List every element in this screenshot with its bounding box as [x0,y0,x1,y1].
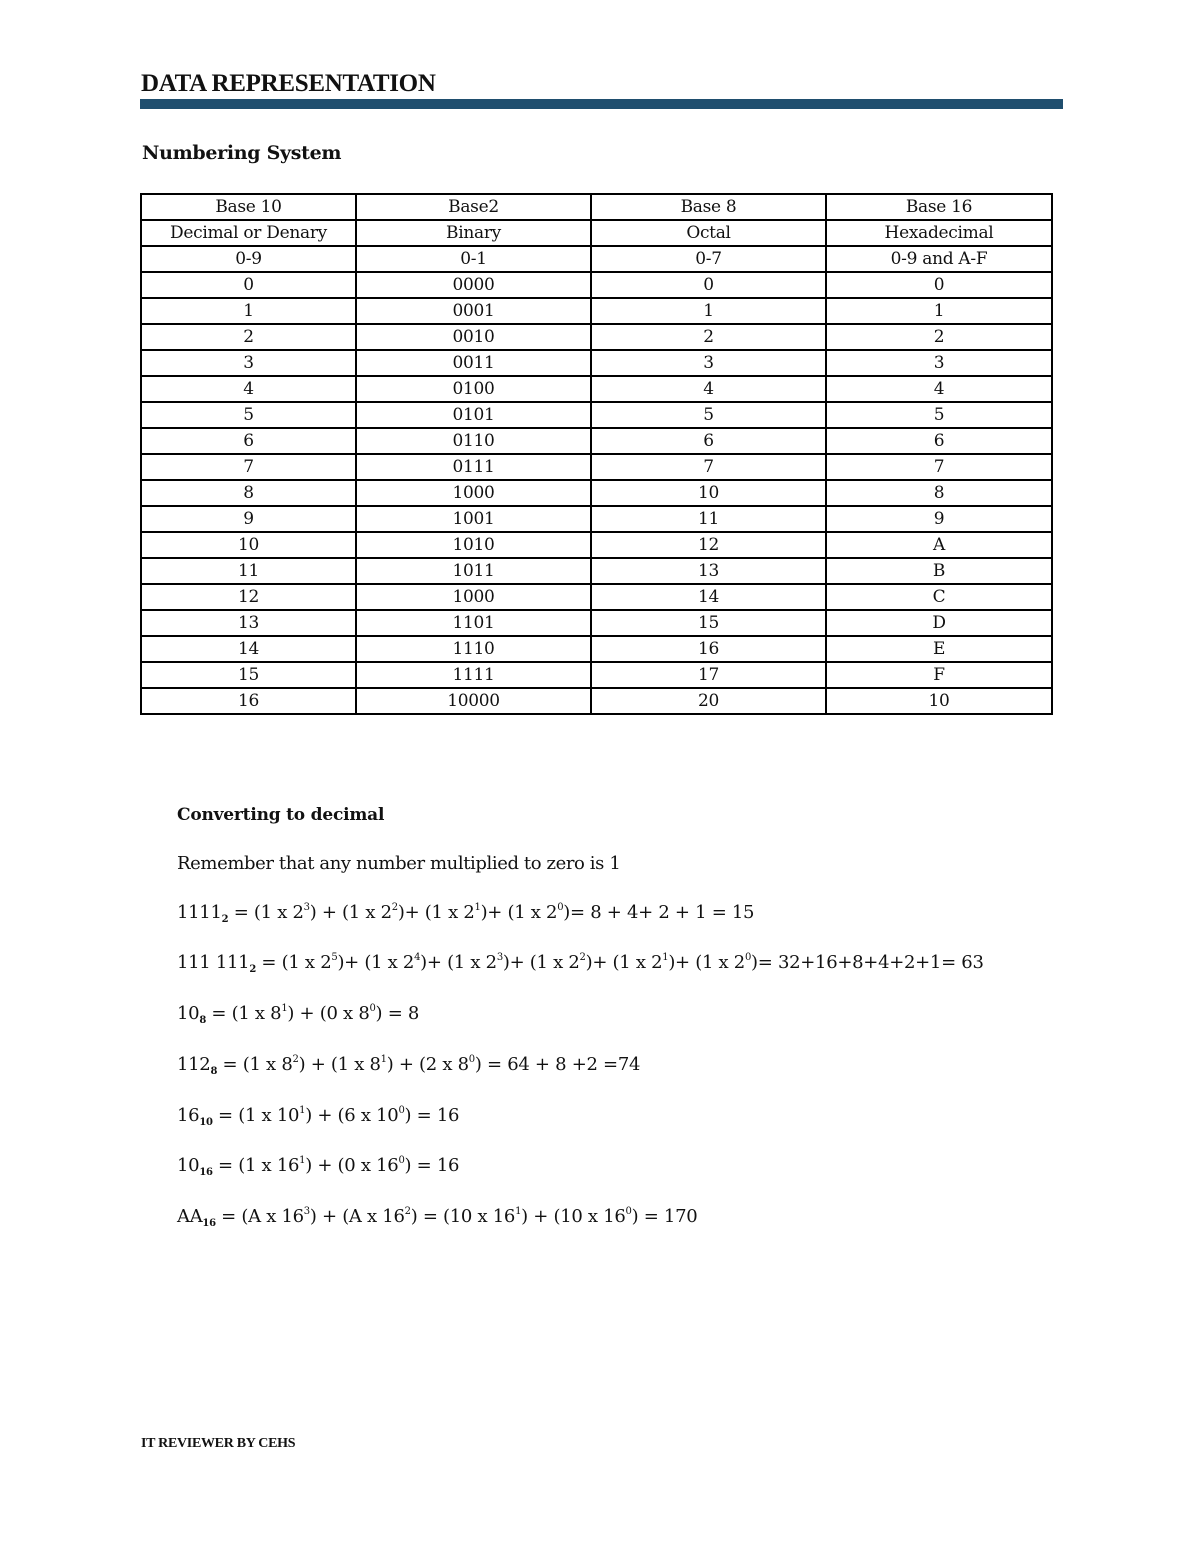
table-row [141,558,1052,584]
table-cell: 1 [141,298,356,324]
table-cell: 12 [141,584,356,610]
table-cell: 11 [141,558,356,584]
equation-text: 10 [177,1155,200,1176]
table-cell: 9 [141,506,356,532]
equation-text: ) + (10 x 16 [521,1206,626,1227]
base-subscript: 16 [199,1167,213,1178]
table-cell: 13 [141,610,356,636]
exponent: 1 [281,1003,288,1014]
table-cell: B [826,558,1052,584]
table-cell: D [826,610,1052,636]
exponent: 2 [404,1206,411,1217]
table-cell: 13 [591,558,826,584]
conversion-equation [177,1105,459,1128]
conversion-equation [177,952,984,975]
conversion-equation [177,902,754,925]
equation-text: )+ (1 x 2 [480,902,558,923]
base-subscript: 2 [249,964,257,975]
table-cell: Base 16 [826,194,1052,220]
table-cell: 4 [591,376,826,402]
table-cell: 0-9 and A-F [826,246,1052,272]
table-row [141,350,1052,376]
table-cell: 1 [591,298,826,324]
equation-text: = (1 x 2 [256,952,332,973]
table-cell: 11 [591,506,826,532]
table-cell: 10 [591,480,826,506]
equation-text: ) + (0 x 8 [287,1003,370,1024]
exponent: 0 [468,1054,475,1065]
table-cell: 0001 [356,298,591,324]
exponent: 3 [496,952,503,963]
table-cell: 6 [826,428,1052,454]
table-cell: 0000 [356,272,591,298]
table-cell: 0-1 [356,246,591,272]
table-row [141,610,1052,636]
conversion-equation [177,1054,640,1077]
table-cell: F [826,662,1052,688]
table-cell: 20 [591,688,826,714]
table-cell: 1 [826,298,1052,324]
table-cell: 3 [591,350,826,376]
table-cell: 7 [826,454,1052,480]
equation-text: ) = 8 [375,1003,420,1024]
table-cell: 0111 [356,454,591,480]
table-cell: 15 [141,662,356,688]
equation-text: )+ (1 x 2 [502,952,580,973]
exponent: 0 [398,1105,405,1116]
table-cell: 5 [826,402,1052,428]
table-cell: 0010 [356,324,591,350]
table-cell: 0-7 [591,246,826,272]
exponent: 1 [662,952,669,963]
equation-text: 1111 [177,902,222,923]
equation-text: = (1 x 2 [228,902,304,923]
equation-text: = (1 x 8 [205,1003,282,1024]
equation-text: ) + (A x 16 [309,1206,405,1227]
exponent: 2 [292,1054,299,1065]
table-row [141,532,1052,558]
exponent: 5 [331,952,338,963]
equation-text: ) + (1 x 8 [298,1054,381,1075]
conversion-equation [177,1206,697,1229]
table-row [141,662,1052,688]
table-cell: 14 [141,636,356,662]
equation-text: 111 111 [177,952,250,973]
equation-text: )+ (1 x 2 [337,952,415,973]
table-cell: 6 [141,428,356,454]
table-cell: 0-9 [141,246,356,272]
equation-text: )+ (1 x 2 [397,902,475,923]
equation-text: ) + (6 x 10 [305,1105,399,1126]
exponent: 3 [303,1206,310,1217]
table-cell: 9 [826,506,1052,532]
table-cell: Base2 [356,194,591,220]
table-cell: 5 [141,402,356,428]
table-cell: 3 [141,350,356,376]
exponent: 1 [299,1105,306,1116]
equation-text: )= 32+16+8+4+2+1= 63 [751,952,984,973]
table-cell: 12 [591,532,826,558]
table-row [141,584,1052,610]
table-cell: 1000 [356,584,591,610]
exponent: 2 [391,902,398,913]
table-cell: 7 [591,454,826,480]
base-subscript: 16 [202,1218,216,1229]
table-cell: 8 [826,480,1052,506]
footer: IT REVIEWER BY CEHS [141,1436,296,1451]
equation-text: ) = 16 [404,1155,460,1176]
equation-text: AA [177,1206,203,1227]
base-subscript: 10 [199,1117,213,1128]
table-cell: 1011 [356,558,591,584]
table-cell: 10 [141,532,356,558]
equation-text: = (1 x 8 [217,1054,293,1075]
table-cell: 3 [826,350,1052,376]
table-cell: 1110 [356,636,591,662]
table-cell: Hexadecimal [826,220,1052,246]
table-cell: 10 [826,688,1052,714]
exponent: 2 [579,952,586,963]
equation-text: ) = 64 + 8 +2 =74 [474,1054,641,1075]
table-cell: 2 [826,324,1052,350]
exponent: 1 [299,1155,306,1166]
table-cell: 14 [591,584,826,610]
table-cell: Decimal or Denary [141,220,356,246]
table-row [141,376,1052,402]
table-cell: 1010 [356,532,591,558]
table-row [141,480,1052,506]
table-cell: 0110 [356,428,591,454]
table-cell: 0 [826,272,1052,298]
table-cell: 0101 [356,402,591,428]
table-cell: 2 [141,324,356,350]
equation-text: ) = 170 [631,1206,698,1227]
exponent: 0 [398,1155,405,1166]
exponent: 0 [625,1206,632,1217]
table-cell: Octal [591,220,826,246]
table-cell: 16 [591,636,826,662]
table-row [141,636,1052,662]
table-cell: 1111 [356,662,591,688]
equation-text: )= 8 + 4+ 2 + 1 = 15 [563,902,755,923]
table-cell: 17 [591,662,826,688]
conversion-note: Remember that any number multiplied to zero is 1 [177,853,621,874]
equation-text: )+ (1 x 2 [420,952,497,973]
conversion-equation [177,1155,459,1178]
conversion-heading: Converting to decimal [177,805,385,825]
table-cell: 5 [591,402,826,428]
exponent: 1 [380,1054,387,1065]
table-cell: Base 10 [141,194,356,220]
table-cell: 0 [591,272,826,298]
exponent: 0 [557,902,564,913]
title-divider [140,99,1063,109]
exponent: 1 [515,1206,522,1217]
table-row [141,402,1052,428]
table-cell: 4 [141,376,356,402]
table-cell: A [826,532,1052,558]
table-cell: 7 [141,454,356,480]
table-header-row [141,220,1052,246]
table-row [141,272,1052,298]
table-cell: 15 [591,610,826,636]
exponent: 0 [744,952,752,963]
table-cell: C [826,584,1052,610]
table-header-row [141,246,1052,272]
equation-text: )+ (1 x 2 [668,952,745,973]
table-cell: Binary [356,220,591,246]
table-cell: 1001 [356,506,591,532]
page-title: DATA REPRESENTATION [141,70,436,97]
exponent: 0 [369,1003,376,1014]
table-cell: 8 [141,480,356,506]
equation-text: 16 [177,1105,200,1126]
exponent: 3 [303,902,310,913]
table-cell: 6 [591,428,826,454]
table-cell: 1000 [356,480,591,506]
base-subscript: 8 [210,1066,218,1077]
equation-text: ) + (2 x 8 [386,1054,469,1075]
table-cell: 10000 [356,688,591,714]
table-cell: 1101 [356,610,591,636]
numbering-system-table [140,193,1053,715]
base-subscript: 2 [221,914,229,925]
equation-text: = (1 x 10 [212,1105,300,1126]
table-cell: Base 8 [591,194,826,220]
table-row [141,506,1052,532]
table-cell: E [826,636,1052,662]
equation-text: )+ (1 x 2 [585,952,663,973]
table-cell: 0 [141,272,356,298]
table-row [141,298,1052,324]
equation-text: 10 [177,1003,200,1024]
table-cell: 16 [141,688,356,714]
equation-text: ) = (10 x 16 [410,1206,516,1227]
section-heading: Numbering System [142,142,342,164]
table-row [141,428,1052,454]
table-cell: 0011 [356,350,591,376]
exponent: 1 [474,902,481,913]
table-row [141,454,1052,480]
equation-text: 112 [177,1054,211,1075]
table-cell: 0100 [356,376,591,402]
table-row [141,688,1052,714]
equation-text: = (1 x 16 [212,1155,300,1176]
conversion-equation [177,1003,419,1026]
table-cell: 4 [826,376,1052,402]
table-cell: 2 [591,324,826,350]
equation-text: ) = 16 [404,1105,460,1126]
exponent: 4 [414,952,421,963]
equation-text: ) + (1 x 2 [309,902,392,923]
equation-text: ) + (0 x 16 [305,1155,399,1176]
equation-text: = (A x 16 [215,1206,304,1227]
table-header-row [141,194,1052,220]
table-row [141,324,1052,350]
base-subscript: 8 [199,1015,206,1026]
